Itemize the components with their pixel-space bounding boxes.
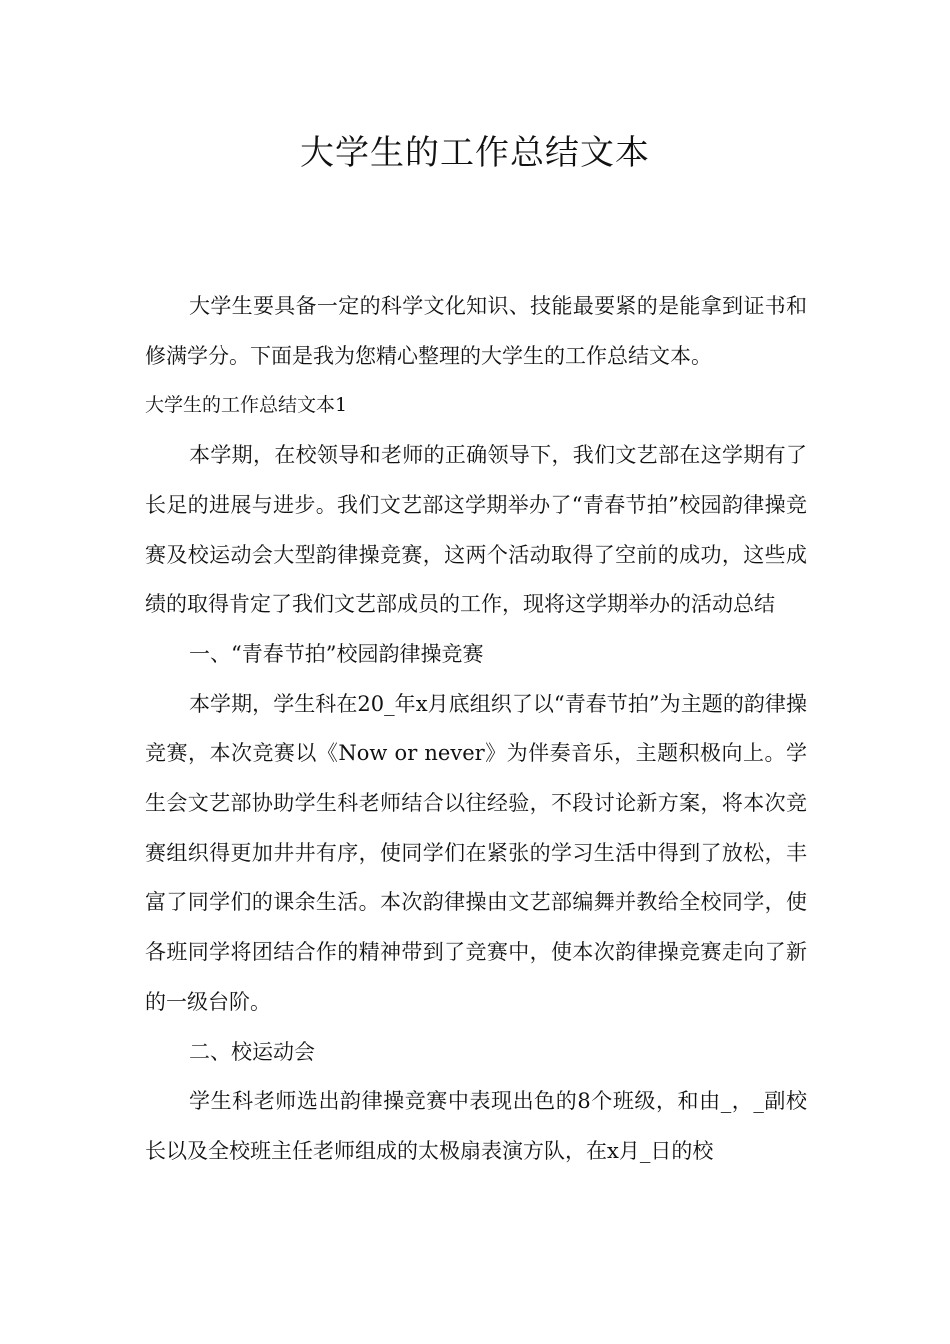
paragraph-intro: 大学生要具备一定的科学文化知识、技能最要紧的是能拿到证书和修满学分。下面是我为您精心整理的大学生的工作总结文本。 bbox=[145, 294, 807, 368]
subheading-rhythm-contest: 一、“青春节拍”校园韵律操竞赛 bbox=[189, 641, 484, 666]
document-title: 大学生的工作总结文本 bbox=[300, 133, 650, 173]
paragraph-summary: 本学期，在校领导和老师的正确领导下，我们文艺部在这学期有了长足的进展与进步。我们文艺部这学期举办了“青春节拍”校园韵律操竞赛及校运动会大型韵律操竞赛，这两个活动取得了空前的成功，这些成绩的取得肯定了我们文艺部成员的工作，现将这学期举办的活动总结 bbox=[145, 443, 807, 617]
section-heading-1: 大学生的工作总结文本1 bbox=[145, 394, 348, 417]
document-body bbox=[145, 282, 807, 1177]
paragraph-sports-meet: 学生科老师选出韵律操竞赛中表现出色的8个班级，和由_，_副校长以及全校班主任老师组成的太极扇表演方队，在x月_日的校 bbox=[145, 1089, 807, 1163]
paragraph-rhythm-contest: 本学期，学生科在20_年x月底组织了以“青春节拍”为主题的韵律操竞赛，本次竞赛以《Now or never》为伴奏音乐，主题积极向上。学生会文艺部协助学生科老师结合以往经验，不段讨论新方案，将本次竞赛组织得更加井井有序，使同学们在紧张的学习生活中得到了放松，丰富了同学们的课余生活。本次韵律操由文艺部编舞并教给全校同学，使各班同学将团结合作的精神带到了竞赛中，使本次韵律操竞赛走向了新的一级台阶。 bbox=[145, 691, 807, 1014]
subheading-sports-meet: 二、校运动会 bbox=[189, 1039, 315, 1064]
